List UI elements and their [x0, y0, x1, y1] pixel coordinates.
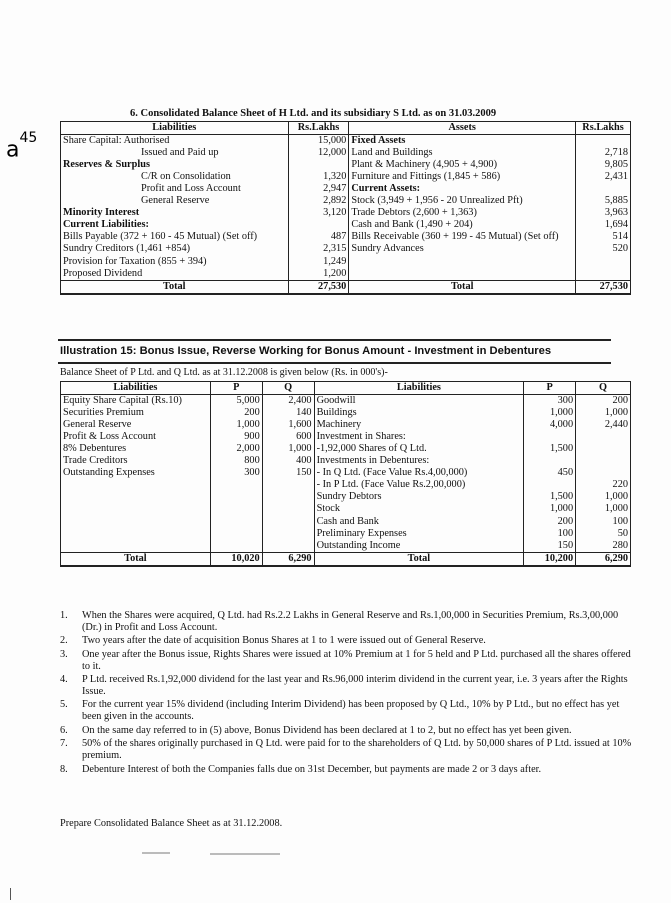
q-amount: 220	[576, 479, 631, 491]
asset-amount: 5,885	[576, 195, 631, 207]
asset-label	[349, 256, 576, 268]
q-amount: 100	[576, 516, 631, 528]
q-amount: 1,000	[576, 503, 631, 515]
note-number: 6.	[60, 724, 68, 736]
q-amount: 2,400	[262, 395, 314, 408]
note-number: 8.	[60, 763, 68, 775]
liability-amount: 1,320	[288, 171, 349, 183]
table-row	[61, 243, 631, 255]
liability-amount	[288, 219, 349, 231]
header-liabilities: Liabilities	[61, 122, 289, 135]
table-row	[61, 256, 631, 268]
table-row	[61, 195, 631, 207]
q-amount: 150	[262, 467, 314, 479]
p-amount: 300	[210, 467, 262, 479]
scan-mark	[210, 853, 280, 855]
p-amount	[210, 528, 262, 540]
p-amount	[210, 503, 262, 515]
liability-label: Profit & Loss Account	[61, 431, 211, 443]
q-amount	[576, 455, 631, 467]
p-amount	[210, 516, 262, 528]
total-row	[61, 552, 631, 566]
liability-label: General Reserve	[61, 195, 289, 207]
total-q: 6,290	[262, 552, 314, 566]
q-amount: 2,440	[576, 419, 631, 431]
liability-amount: 15,000	[288, 135, 349, 148]
liability-label: Issued and Paid up	[61, 147, 289, 159]
p-amount	[524, 431, 576, 443]
liability-amount: 2,315	[288, 243, 349, 255]
liability-label	[61, 528, 211, 540]
q-amount	[262, 491, 314, 503]
liability-amount: 1,200	[288, 268, 349, 281]
divider	[58, 362, 611, 364]
liability-amount	[288, 159, 349, 171]
list-item	[60, 635, 635, 647]
q-amount: 1,000	[262, 443, 314, 455]
asset-label: Sundry Advances	[349, 243, 576, 255]
table-row	[61, 540, 631, 553]
consolidated-balance-sheet-table	[60, 121, 631, 295]
list-item	[60, 764, 635, 776]
p-amount: 4,000	[524, 419, 576, 431]
header-assets: Assets	[349, 122, 576, 135]
total-amount: 27,530	[576, 280, 631, 294]
p-amount	[210, 479, 262, 491]
table-row	[61, 207, 631, 219]
q-amount: 1,600	[262, 419, 314, 431]
liability-label: C/R on Consolidation	[61, 171, 289, 183]
asset-label: Sundry Debtors	[314, 491, 524, 503]
table-body	[61, 135, 631, 294]
asset-amount	[576, 183, 631, 195]
total-label: Total	[61, 280, 289, 294]
p-amount: 5,000	[210, 395, 262, 408]
asset-amount: 2,431	[576, 171, 631, 183]
asset-label: Machinery	[314, 419, 524, 431]
liability-label	[61, 491, 211, 503]
q-amount	[576, 443, 631, 455]
note-text: When the Shares were acquired, Q Ltd. had Rs.2.2 Lakhs in General Reserve and Rs.1,00,000 in Securities Premium, Rs.3,00,000 (Dr.) in Profit and Loss Account.	[82, 610, 619, 633]
table-row	[61, 407, 631, 419]
header-liabilities-2: Liabilities	[314, 382, 524, 395]
liability-label: Current Liabilities:	[61, 219, 289, 231]
table-row	[61, 147, 631, 159]
liability-label: General Reserve	[61, 419, 211, 431]
table-row	[61, 268, 631, 281]
table-row	[61, 183, 631, 195]
total-amount: 27,530	[288, 280, 349, 294]
asset-label: - In Q Ltd. (Face Value Rs.4,00,000)	[314, 467, 524, 479]
liability-label: Profit and Loss Account	[61, 183, 289, 195]
liability-label: Reserves & Surplus	[61, 159, 289, 171]
liability-label: Minority Interest	[61, 207, 289, 219]
asset-amount: 520	[576, 243, 631, 255]
p-amount: 2,000	[210, 443, 262, 455]
table-row	[61, 503, 631, 515]
p-amount: 1,500	[524, 491, 576, 503]
scan-mark	[142, 852, 170, 854]
asset-label: Goodwill	[314, 395, 524, 408]
asset-label: Trade Debtors (2,600 + 1,363)	[349, 207, 576, 219]
liability-label: Share Capital: Authorised	[61, 135, 289, 148]
table-header-row	[61, 382, 631, 395]
total-label: Total	[61, 552, 211, 566]
p-amount: 150	[524, 540, 576, 553]
p-amount	[210, 540, 262, 553]
q-amount	[576, 431, 631, 443]
note-text: 50% of the shares originally purchased in Q Ltd. were paid for to the shareholders of Q Ltd. by 50,000 shares of P Ltd. issued at 10% premium.	[82, 738, 632, 761]
liability-amount: 1,249	[288, 256, 349, 268]
asset-label: Furniture and Fittings (1,845 + 586)	[349, 171, 576, 183]
table-row	[61, 443, 631, 455]
divider	[58, 339, 611, 341]
q-amount	[262, 540, 314, 553]
liability-label	[61, 540, 211, 553]
table-row	[61, 467, 631, 479]
p-amount: 450	[524, 467, 576, 479]
asset-amount	[576, 268, 631, 281]
asset-label: Cash and Bank	[314, 516, 524, 528]
asset-label: Bills Receivable (360 + 199 - 45 Mutual) (Set off)	[349, 231, 576, 243]
liability-label: Bills Payable (372 + 160 - 45 Mutual) (Set off)	[61, 231, 289, 243]
total-row	[61, 280, 631, 294]
handwritten-annotation: $a^{45}$	[6, 130, 38, 163]
p-amount: 1,000	[524, 503, 576, 515]
liability-amount: 2,892	[288, 195, 349, 207]
consolidated-title: 6. Consolidated Balance Sheet of H Ltd. and its subsidiary S Ltd. as on 31.03.2009	[130, 108, 497, 119]
liability-label: Proposed Dividend	[61, 268, 289, 281]
asset-label: Plant & Machinery (4,905 + 4,900)	[349, 159, 576, 171]
note-text: For the current year 15% dividend (including Interim Dividend) has been proposed by Q Ltd., 10% by P Ltd., but no effect has yet been given in the accounts.	[82, 699, 620, 722]
table-row	[61, 516, 631, 528]
liability-label: Trade Creditors	[61, 455, 211, 467]
p-amount: 100	[524, 528, 576, 540]
note-text: On the same day referred to in (5) above, Bonus Dividend has been declared at 1 to 2, but no effect has yet been given.	[82, 724, 572, 736]
note-number: 4.	[60, 674, 68, 686]
liability-amount: 2,947	[288, 183, 349, 195]
liability-label: Sundry Creditors (1,461 +854)	[61, 243, 289, 255]
header-p-2: P	[524, 382, 576, 395]
p-amount: 1,500	[524, 443, 576, 455]
liability-amount: 12,000	[288, 147, 349, 159]
header-liabilities: Liabilities	[61, 382, 211, 395]
p-amount: 300	[524, 395, 576, 408]
total-label: Total	[349, 280, 576, 294]
illustration-title: Illustration 15: Bonus Issue, Reverse Working for Bonus Amount - Investment in Debentures	[60, 345, 552, 357]
asset-label: Stock (3,949 + 1,956 - 20 Unrealized Pft)	[349, 195, 576, 207]
header-q-2: Q	[576, 382, 631, 395]
liability-label: Equity Share Capital (Rs.10)	[61, 395, 211, 408]
table-row	[61, 528, 631, 540]
asset-label: Outstanding Income	[314, 540, 524, 553]
p-amount	[524, 479, 576, 491]
q-amount: 50	[576, 528, 631, 540]
p-amount: 900	[210, 431, 262, 443]
note-number: 2.	[60, 635, 68, 647]
list-item	[60, 725, 635, 737]
asset-label: Fixed Assets	[349, 135, 576, 148]
note-number: 7.	[60, 738, 68, 750]
q-amount: 200	[576, 395, 631, 408]
table-row	[61, 159, 631, 171]
asset-amount: 9,805	[576, 159, 631, 171]
header-p: P	[210, 382, 262, 395]
note-text: P Ltd. received Rs.1,92,000 dividend for the last year and Rs.96,000 interim dividend in the current year, i.e. 3 years after the Rights Issue.	[82, 674, 628, 697]
p-amount: 200	[210, 407, 262, 419]
table-body	[61, 395, 631, 566]
illustration-subtitle: Balance Sheet of P Ltd. and Q Ltd. as at 31.12.2008 is given below (Rs. in 000's)-	[60, 367, 388, 378]
q-amount: 280	[576, 540, 631, 553]
q-amount: 1,000	[576, 407, 631, 419]
table-row	[61, 171, 631, 183]
table-row	[61, 491, 631, 503]
asset-amount	[576, 256, 631, 268]
p-amount	[210, 491, 262, 503]
asset-label: -1,92,000 Shares of Q Ltd.	[314, 443, 524, 455]
asset-label	[349, 268, 576, 281]
note-number: 1.	[60, 610, 68, 621]
asset-label: Current Assets:	[349, 183, 576, 195]
table-row	[61, 455, 631, 467]
q-amount: 140	[262, 407, 314, 419]
q-amount: 600	[262, 431, 314, 443]
total-p: 10,020	[210, 552, 262, 566]
asset-label: - In P Ltd. (Face Value Rs.2,00,000)	[314, 479, 524, 491]
total-label: Total	[314, 552, 524, 566]
note-number: 3.	[60, 648, 68, 660]
q-amount: 1,000	[576, 491, 631, 503]
asset-amount: 1,694	[576, 219, 631, 231]
instruction-text: Prepare Consolidated Balance Sheet as at 31.12.2008.	[60, 818, 283, 829]
asset-label: Buildings	[314, 407, 524, 419]
liability-label: Outstanding Expenses	[61, 467, 211, 479]
table-row	[61, 219, 631, 231]
asset-amount: 2,718	[576, 147, 631, 159]
total-p: 10,200	[524, 552, 576, 566]
notes-list	[60, 610, 635, 777]
asset-label: Stock	[314, 503, 524, 515]
list-item	[60, 649, 635, 672]
q-amount: 400	[262, 455, 314, 467]
scan-mark	[10, 888, 11, 900]
list-item	[60, 699, 635, 722]
p-amount	[524, 455, 576, 467]
header-rs-lakhs: Rs.Lakhs	[288, 122, 349, 135]
liability-amount: 487	[288, 231, 349, 243]
asset-label: Land and Buildings	[349, 147, 576, 159]
p-amount: 800	[210, 455, 262, 467]
asset-label: Investment in Shares:	[314, 431, 524, 443]
liability-amount: 3,120	[288, 207, 349, 219]
list-item	[60, 674, 635, 697]
total-q: 6,290	[576, 552, 631, 566]
liability-label: Provision for Taxation (855 + 394)	[61, 256, 289, 268]
table-row	[61, 135, 631, 148]
asset-amount: 514	[576, 231, 631, 243]
note-text: One year after the Bonus issue, Rights Shares were issued at 10% Premium at 1 for 5 held and P Ltd. purchased all the shares offered to it.	[82, 648, 631, 672]
header-rs-lakhs: Rs.Lakhs	[576, 122, 631, 135]
liability-label: Securities Premium	[61, 407, 211, 419]
note-text: Debenture Interest of both the Companies falls due on 31st December, but payments are made 2 or 3 days after.	[82, 763, 542, 775]
asset-amount	[576, 135, 631, 148]
table-row	[61, 419, 631, 431]
p-amount: 1,000	[210, 419, 262, 431]
table-header-row	[61, 122, 631, 135]
note-number: 5.	[60, 699, 68, 711]
table-row	[61, 395, 631, 408]
header-q: Q	[262, 382, 314, 395]
balance-sheet-pq-table	[60, 381, 631, 567]
asset-amount: 3,963	[576, 207, 631, 219]
table-row	[61, 231, 631, 243]
q-amount	[262, 479, 314, 491]
table-row	[61, 479, 631, 491]
asset-label: Cash and Bank (1,490 + 204)	[349, 219, 576, 231]
note-text: Two years after the date of acquisition Bonus Shares at 1 to 1 were issued out of General Reserve.	[82, 635, 486, 647]
p-amount: 200	[524, 516, 576, 528]
q-amount	[262, 516, 314, 528]
p-amount: 1,000	[524, 407, 576, 419]
asset-label: Preliminary Expenses	[314, 528, 524, 540]
liability-label	[61, 516, 211, 528]
asset-label: Investments in Debentures:	[314, 455, 524, 467]
list-item	[60, 738, 635, 761]
liability-label	[61, 503, 211, 515]
table-row	[61, 431, 631, 443]
q-amount	[262, 503, 314, 515]
liability-label	[61, 479, 211, 491]
liability-label: 8% Debentures	[61, 443, 211, 455]
q-amount	[576, 467, 631, 479]
q-amount	[262, 528, 314, 540]
list-item	[60, 610, 635, 633]
